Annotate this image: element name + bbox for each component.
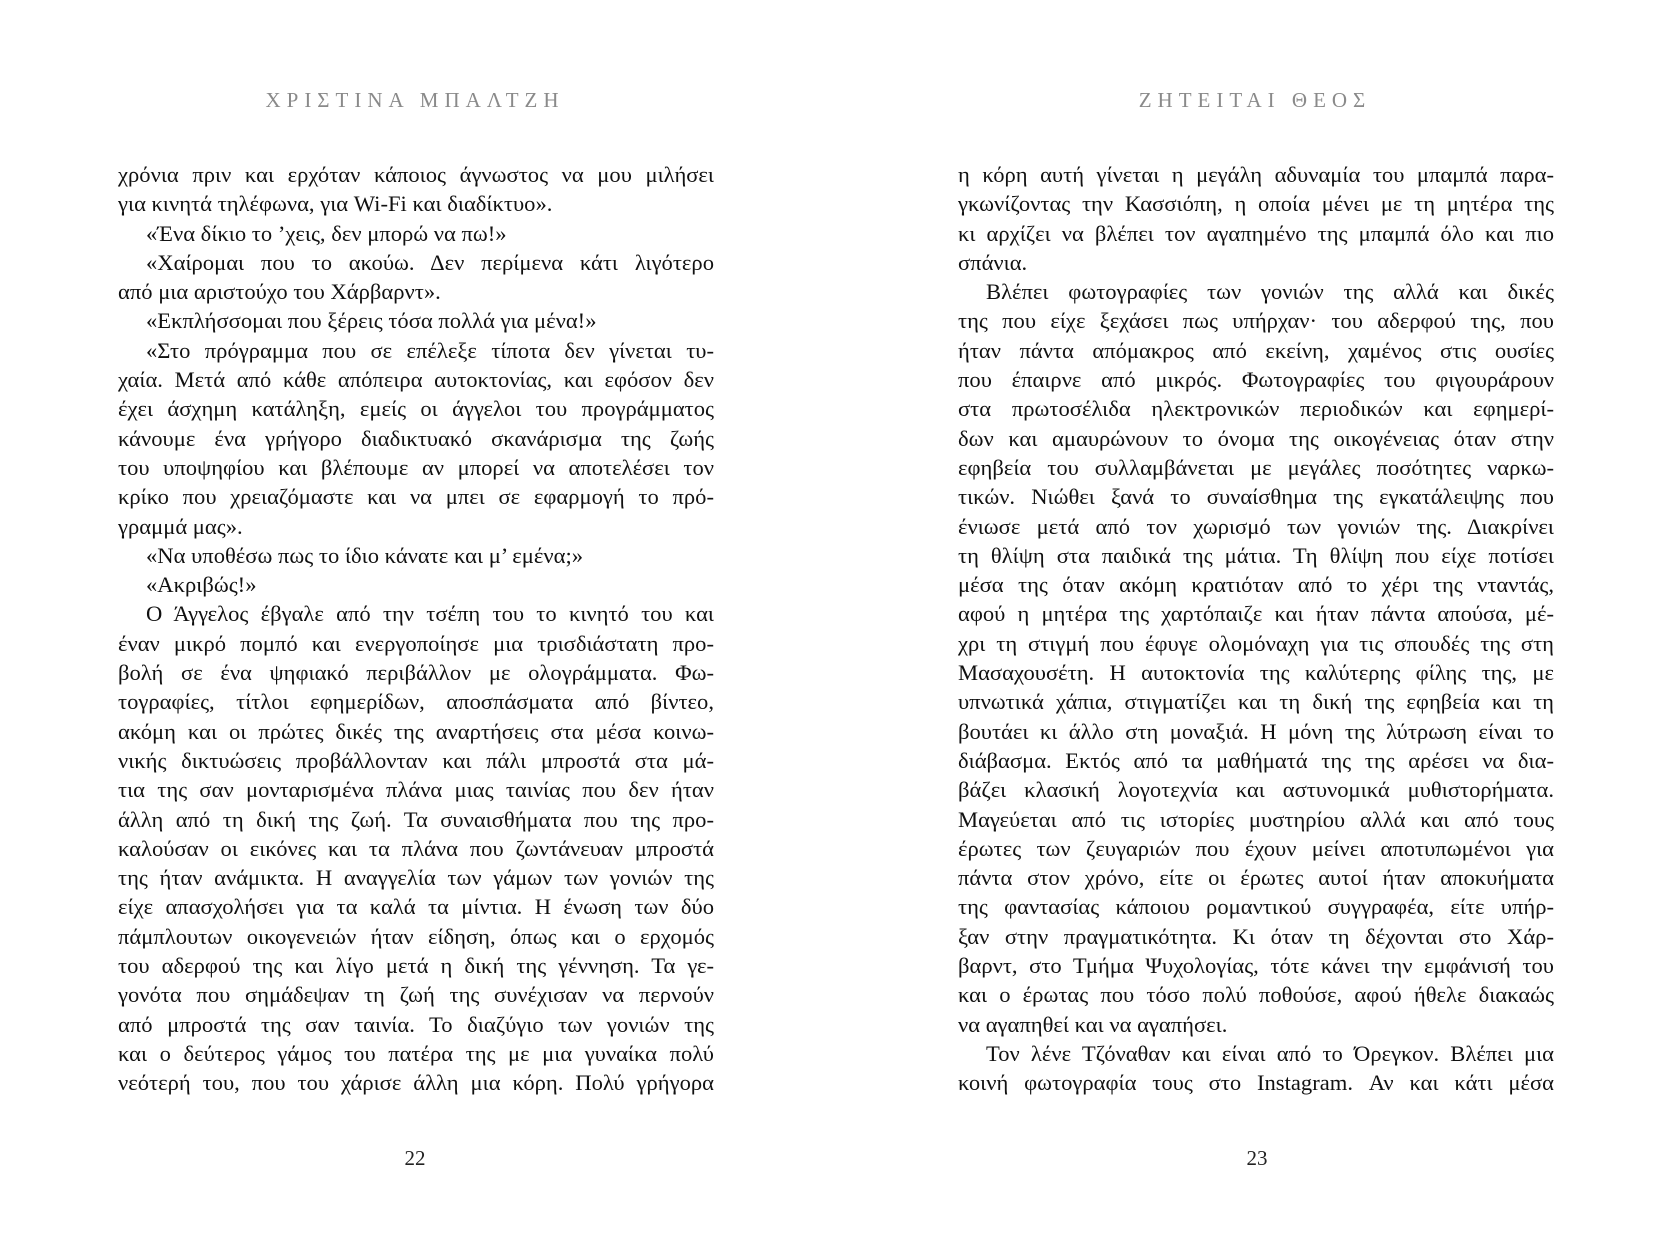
text-line: «Στο πρόγραμμα που σε επέλεξε τίποτα δεν γίνεται τυ- [146,337,714,363]
text-line: της φαντασίας κάποιου ρομαντικού συγγραφέα, είτε υπήρ- [958,894,1554,920]
text-line: υπνωτικά χάπια, στιγματίζει και τη δική της εφηβεία και τη [958,689,1554,715]
text-line: και ο δεύτερος γάμος του πατέρα της με μια γυναίκα πολύ [118,1040,714,1066]
text-line: «Εκπλήσσομαι που ξέρεις τόσα πολλά για μένα!» [146,308,597,334]
text-line: για κινητά τηλέφωνα, για Wi-Fi και διαδίκτυο». [118,191,553,217]
text-line: κρίκο που χρειαζόμαστε και να μπει σε εφαρμογή το πρό- [118,484,714,510]
text-line: πάντα στον χρόνο, είτε οι έρωτες αυτοί ήταν αποκυήματα [958,865,1554,891]
text-line: εφηβεία του συλλαμβάνεται με μεγάλες ποσότητες ναρκω- [958,454,1554,480]
text-line: ήταν πάντα απόμακρος από εκείνη, χαμένος στις ουσίες [958,337,1554,363]
text-line: γονότα που σημάδεψαν τη ζωή της συνέχισαν να περνούν [118,982,714,1008]
text-line: πάμπλουτων οικογενειών ήταν είδηση, όπως και ο ερχομός [118,923,714,949]
text-line: Τον λένε Τζόναθαν και είναι από το Όρεγκον. Βλέπει μια [986,1040,1554,1066]
text-line: έρωτες των ζευγαριών που έχουν μείνει αποτυπωμένοι για [958,835,1554,861]
page-number-left: 22 [404,1146,426,1170]
text-line: βουτάει κι άλλο στη μοναξιά. Η μόνη της λύτρωση είναι το [958,718,1554,744]
text-line: χρόνια πριν και ερχόταν κάποιος άγνωστος να μου μιλήσει [118,162,714,187]
text-line: γραμμά μας». [118,513,243,539]
text-line: ξαν στην πραγματικότητα. Κι όταν τη δέχονται στο Χάρ- [958,923,1554,949]
page-number-right: 23 [1246,1146,1268,1170]
text-line: βολή σε ένα ψηφιακό περιβάλλον με ολογράμματα. Φω- [118,660,714,686]
text-line: η κόρη αυτή γίνεται η μεγάλη αδυναμία του μπαμπά παρα- [958,162,1554,187]
text-line: Βλέπει φωτογραφίες των γονιών της αλλά και δικές [986,279,1554,305]
text-line: κοινή φωτογραφία τους στο Instagram. Αν και κάτι μέσα [958,1070,1554,1096]
text-line: δων και αμαυρώνουν το όνομα της οικογένειας όταν στην [958,425,1554,451]
text-line: έναν μικρό πομπό και ενεργοποίησε μια τρισδιάστατη προ- [118,630,714,656]
text-line: της ήταν ανάμικτα. Η αναγγελία των γάμων των γονιών της [118,865,714,891]
text-line: νεότερή του, που του χάρισε άλλη μια κόρη. Πολύ γρήγορα [118,1070,714,1096]
text-line: «Χαίρομαι που το ακούω. Δεν περίμενα κάτι λιγότερο [146,249,714,275]
running-head-title: ΖΗΤΕΙΤΑΙ ΘΕΟΣ [1138,88,1372,112]
text-line: άλλη από τη δική της ζωή. Τα συναισθήματα που της προ- [118,806,714,832]
text-line: είχε απασχολήσει για τα καλά τα μίντια. Η ένωση των δύο [118,894,714,920]
text-line: και ο έρωτας που τόσο πολύ ποθούσε, αφού ήθελε διακαώς [958,982,1554,1008]
right-page [827,0,1654,1240]
text-line: ακόμη και οι πρώτες δικές της αναρτήσεις στα μέσα κοινω- [118,718,714,744]
text-line: της που είχε ξεχάσει πως υπήρχαν· του αδερφού της, που [958,308,1554,334]
text-line: από μπροστά της σαν ταινία. Το διαζύγιο των γονιών της [118,1011,714,1037]
text-line: τια της σαν μονταρισμένα πλάνα μιας ταινίας που δεν ήταν [118,777,714,803]
text-line: «Ακριβώς!» [146,572,257,598]
text-line: του αδερφού της και λίγο μετά η δική της γέννηση. Τα γε- [118,953,714,979]
text-line: μέσα της όταν ακόμη κρατιόταν από το χέρι της νταντάς, [958,572,1554,598]
text-line: καλούσαν οι εικόνες και τα πλάνα που ζωντάνευαν μπροστά [118,835,714,861]
text-line: στα πρωτοσέλιδα ηλεκτρονικών περιοδικών και εφημερί- [958,396,1554,422]
text-line: σπάνια. [958,249,1028,275]
text-line: «Ένα δίκιο το ’χεις, δεν μπορώ να πω!» [146,220,507,246]
text-line: κάνουμε ένα γρήγορο διαδικτυακό σκανάρισμα της ζωής [118,425,714,451]
text-line: χαία. Μετά από κάθε απόπειρα αυτοκτονίας, και εφόσον δεν [118,367,714,393]
right-page-body-text [958,160,1554,1098]
text-line: τογραφίες, τίτλοι εφημερίδων, αποσπάσματα από βίντεο, [118,689,714,715]
text-line: από μια αριστούχο του Χάρβαρντ». [118,279,441,305]
running-head-author: ΧΡΙΣΤΙΝΑ ΜΠΑΛΤΖΗ [265,88,565,112]
text-line: Μασαχουσέτη. Η αυτοκτονία της καλύτερης φίλης της, με [958,660,1554,686]
text-line: ένιωσε μετά από τον χωρισμό των γονιών της. Διακρίνει [958,513,1554,539]
text-line: τικών. Νιώθει ξανά το συναίσθημα της εγκατάλειψης που [958,484,1554,510]
text-line: γκωνίζοντας την Κασσιόπη, η οποία μένει με τη μητέρα της [958,191,1554,217]
text-line: χρι τη στιγμή που έφυγε ολομόναχη για τις σπουδές της στη [958,630,1554,656]
text-line: Ο Άγγελος έβγαλε από την τσέπη του το κινητό του και [146,601,714,627]
text-line: «Να υποθέσω πως το ίδιο κάνατε και μ’ εμένα;» [146,542,584,568]
left-page-body-text [118,160,714,1098]
text-line: διάβασμα. Εκτός από τα μαθήματά της της αρέσει να δια- [958,747,1554,773]
text-line: έχει άσχημη κατάληξη, εμείς οι άγγελοι του προγράμματος [118,396,714,422]
text-line: κι αρχίζει να βλέπει τον αγαπημένο της μπαμπά όλο και πιο [958,220,1554,246]
text-line: νικής δικτυώσεις προβάλλονταν και πάλι μπροστά στα μά- [118,747,714,773]
text-line: βαρντ, στο Τμήμα Ψυχολογίας, τότε κάνει την εμφάνισή του [958,953,1554,979]
text-line: αφού η μητέρα της χαρτόπαιζε και ήταν πάντα απούσα, μέ- [958,601,1554,627]
text-line: του υποψηφίου και βλέπουμε αν μπορεί να αποτελέσει τον [118,454,714,480]
text-line: Μαγεύεται από τις ιστορίες μυστηρίου αλλά και από τους [958,806,1554,832]
text-line: που έπαιρνε από μικρός. Φωτογραφίες του φιγουράρουν [958,367,1554,393]
text-line: τη θλίψη στα παιδικά της μάτια. Τη θλίψη που είχε ποτίσει [958,542,1554,568]
text-line: βάζει κλασική λογοτεχνία και αστυνομικά μυθιστορήματα. [958,777,1554,803]
text-line: να αγαπηθεί και να αγαπήσει. [958,1011,1228,1037]
